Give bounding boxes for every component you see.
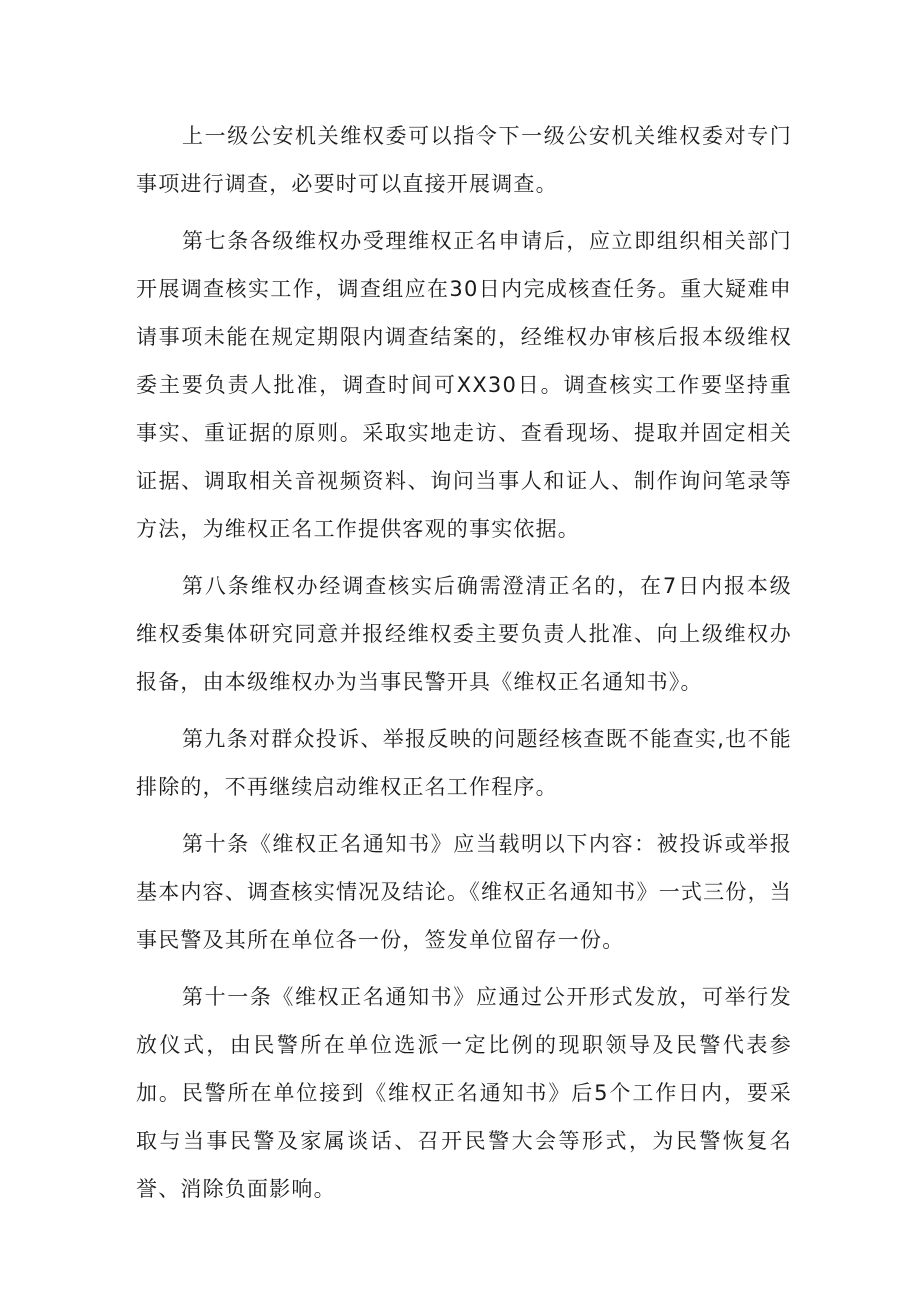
paragraph-article-9: 第九条对群众投诉、举报反映的问题经核查既不能查实,也不能排除的，不再继续启动维权正名工作程序。 bbox=[136, 727, 792, 799]
paragraph-investigation-directive: 上一级公安机关维权委可以指令下一级公安机关维权委对专门事项进行调查，必要时可以直接开展调查。 bbox=[136, 124, 792, 196]
paragraph-article-7: 第七条各级维权办受理维权正名申请后，应立即组织相关部门开展调查核实工作，调查组应在30日内完成核查任务。重大疑难申请事项未能在规定期限内调查结案的，经维权办审核后报本级维权委主要负责人批准，调查时间可XX30日。调查核实工作要坚持重事实、重证据的原则。采取实地走访、查看现场、提取并固定相关证据、调取相关音视频资料、询问当事人和证人、制作询问笔录等方法，为维权正名工作提供客观的事实依据。 bbox=[136, 229, 792, 541]
paragraph-article-8: 第八条维权办经调查核实后确需澄清正名的，在7日内报本级维权委集体研究同意并报经维权委主要负责人批准、向上级维权办报备，由本级维权办为当事民警开具《维权正名通知书》。 bbox=[136, 574, 792, 694]
paragraph-article-10: 第十条《维权正名通知书》应当载明以下内容：被投诉或举报基本内容、调查核实情况及结论。《维权正名通知书》一式三份，当事民警及其所在单位各一份，签发单位留存一份。 bbox=[136, 832, 792, 952]
document-body bbox=[136, 112, 792, 1222]
paragraph-article-11: 第十一条《维权正名通知书》应通过公开形式发放，可举行发放仪式，由民警所在单位选派一定比例的现职领导及民警代表参加。民警所在单位接到《维权正名通知书》后5个工作日内，要采取与当事民警及家属谈话、召开民警大会等形式，为民警恢复名誉、消除负面影响。 bbox=[136, 985, 792, 1201]
